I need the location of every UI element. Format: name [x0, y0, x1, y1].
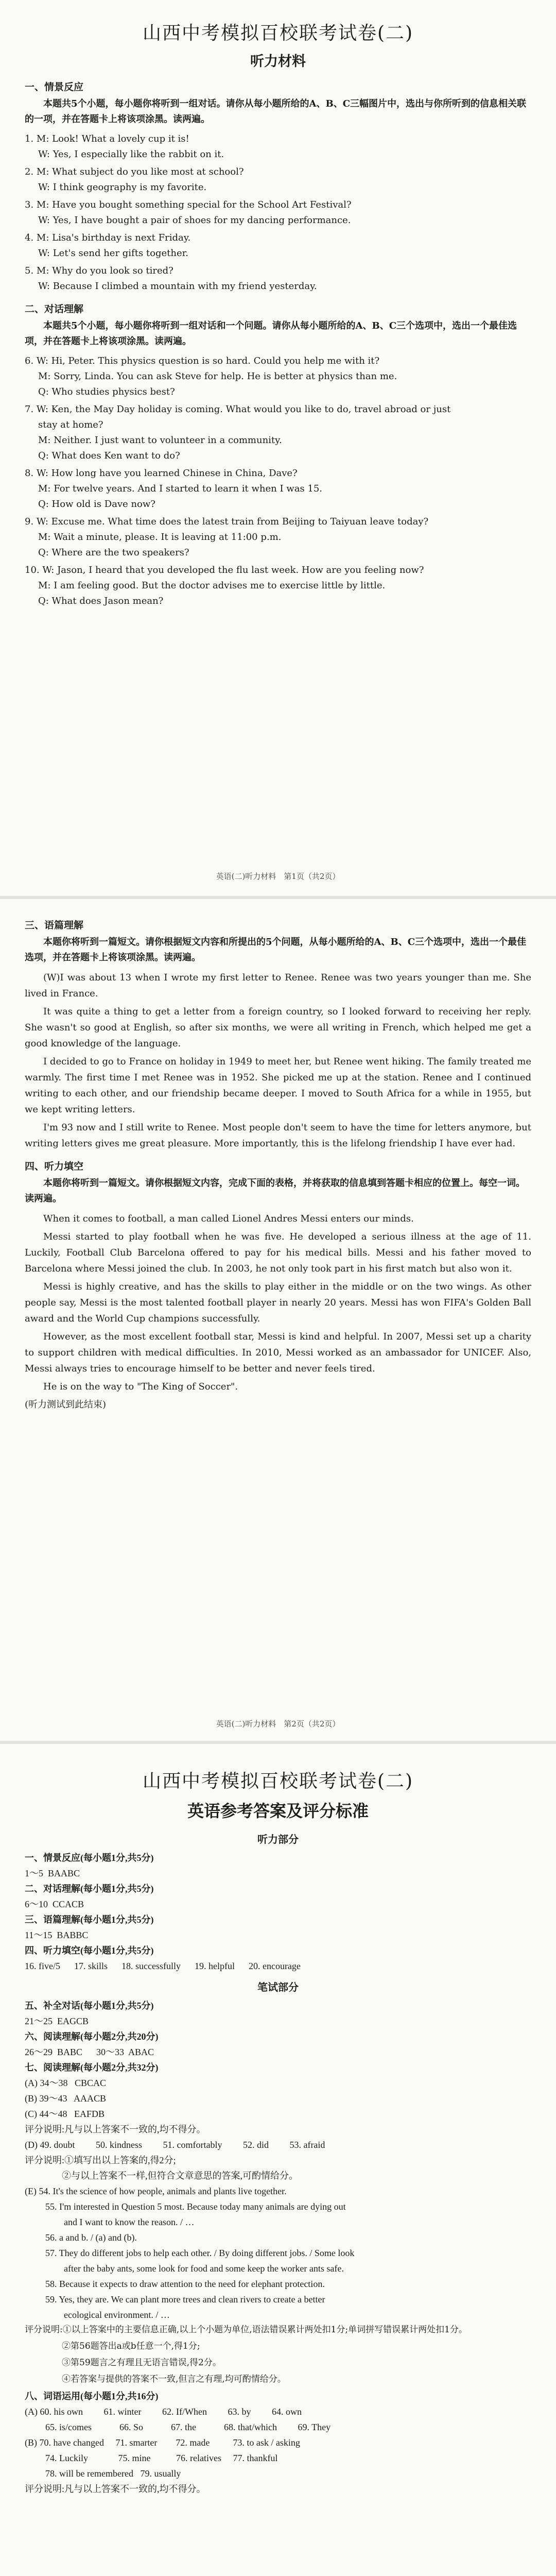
listening-part-heading: 听力部分	[257, 1833, 299, 1845]
grading-note: ③第59题言之有理且无语言错误,得2分。	[62, 2358, 221, 2368]
answer-section-heading: 七、阅读理解(每小题2分,共32分)	[25, 2062, 159, 2073]
grading-note: 评分说明:①填写出以上答案的,得2分;	[25, 2155, 176, 2165]
dialogue-line: M: Sorry, Linda. You can ask Steve for help. He is better at physics than me.	[38, 371, 397, 382]
answer-key-line: 6～10 CCACB	[25, 1899, 84, 1909]
exam-title: 山西中考模拟百校联考试卷(二)	[142, 1771, 414, 1792]
passage-paragraph: I decided to go to France on holiday in 1949 to meet her, but Renee went hiking. The family treated me warmly. The first time I met Renee was in 1952. She picked me up at the station. Renee and I continued writing to each other, and our friendship became deeper. I moved to South Africa for a while in 1955, but we kept writing letters.	[25, 1056, 531, 1115]
dialogue-line: Q: Where are the two speakers?	[38, 547, 189, 558]
answer-key-line: (B) 39～43 AAACB	[25, 2093, 107, 2104]
section-4-instructions: 本题你将听到一篇短文。请你根据短文内容，完成下面的表格，并将获取的信息填到答题卡相应的位置上。每空一词。读两遍。	[25, 1178, 525, 1204]
listening-page-2	[0, 899, 556, 1744]
dialogue-line: Q: What does Ken want to do?	[38, 450, 180, 461]
answer-key-line: (D) 49. doubt 50. kindness 51. comfortably 52. did 53. afraid	[25, 2140, 325, 2150]
dialogue-line: W: Yes, I have bought a pair of shoes for my dancing performance.	[38, 215, 351, 226]
answer-key-line: 58. Because it expects to draw attention to the need for elephant protection.	[45, 2279, 325, 2289]
dialogue-line: W: I think geography is my favorite.	[38, 182, 207, 193]
written-part-heading: 笔试部分	[257, 1981, 299, 1993]
page-footer: 英语(二)听力材料 第2页（共2页）	[216, 1719, 340, 1728]
dialogue-line: 5. M: Why do you look so tired?	[25, 265, 173, 276]
dialogue-line: 9. W: Excuse me. What time does the latest train from Beijing to Taiyuan leave today?	[25, 516, 429, 527]
answer-key-line: (B) 70. have changed 71. smarter 72. made 73. to ask / asking	[25, 2437, 300, 2448]
answer-section-heading: 三、语篇理解(每小题1分,共5分)	[25, 1914, 154, 1925]
grading-note: ②第56题答出a或b任意一个,得1分;	[62, 2341, 200, 2351]
answer-key-line: 65. is/comes 66. So 67. the 68. that/which 69. They	[45, 2422, 331, 2432]
answer-key-line: after the baby ants, some look for food and some keep the worker ants safe.	[64, 2263, 344, 2274]
section-1-heading: 一、情景反应	[25, 81, 84, 93]
passage-paragraph: When it comes to football, a man called Lionel Andres Messi enters our minds.	[43, 1213, 414, 1224]
section-2-instructions: 本题共5个小题，每小题你将听到一组对话和一个问题。请你从每小题所给的A、B、C三个选项中，选出一个最佳选项，并在答题卡上将该项涂黑。读两遍。	[25, 320, 517, 347]
dialogue-line: W: Yes, I especially like the rabbit on it.	[38, 149, 224, 160]
answer-key-line: 57. They do different jobs to help each other. / By doing different jobs. / Some look	[45, 2248, 355, 2258]
dialogue-line: 7. W: Ken, the May Day holiday is coming. What would you like to do, travel abroad or just	[25, 404, 451, 415]
section-4-heading: 四、听力填空	[25, 1161, 84, 1172]
answer-key-line: 59. Yes, they are. We can plant more trees and clean rivers to create a better	[45, 2294, 325, 2304]
grading-note: 评分说明:①以上答案中的主要信息正确,以上个小题为单位,语法错误累计两处扣1分;单词拼写错误累计两处扣1分。	[25, 2325, 467, 2335]
answer-key-line: (A) 34～38 CBCAC	[25, 2078, 107, 2088]
answer-key-line: (A) 60. his own 61. winter 62. If/When 63. by 64. own	[25, 2406, 302, 2417]
answer-section-heading: 六、阅读理解(每小题2分,共20分)	[25, 2031, 159, 2042]
end-note: (听力测试到此结束)	[25, 1399, 107, 1410]
grading-note: ④若答案与提供的答案不一致,但言之有理,均可酌情给分。	[62, 2374, 286, 2384]
listening-subtitle: 听力材料	[250, 54, 306, 70]
answer-section-heading: 四、听力填空(每小题1分,共5分)	[25, 1945, 154, 1956]
grading-note: ②与以上答案不一样,但符合文章意思的答案,可酌情给分。	[62, 2171, 298, 2181]
section-1-instructions: 本题共5个小题，每小题你将听到一组对话。请你从每小题所给的A、B、C三幅图片中，选出与你所听到的信息相关联的一项，并在答题卡上将该项涂黑。读两遍。	[25, 98, 527, 125]
dialogue-line: Q: What does Jason mean?	[38, 596, 164, 606]
dialogue-line: Q: How old is Dave now?	[38, 499, 155, 510]
dialogue-line: 1. M: Look! What a lovely cup it is!	[25, 133, 189, 144]
dialogue-line: M: For twelve years. And I started to learn it when I was 15.	[38, 483, 323, 494]
answer-key-line: and I want to know the reason. / …	[64, 2217, 195, 2227]
passage-paragraph: It was quite a thing to get a letter from a foreign country, so I looked forward to receiving her reply. She wasn't so good at English, so after six months, we were all writing in French, which helped me get a good knowledge of the language.	[25, 1006, 531, 1049]
section-3-instructions: 本题你将听到一篇短文。请你根据短文内容和所提出的5个问题，从每小题所给的A、B、C三个选项中，选出一个最佳选项，并在答题卡上将该项涂黑。读两遍。	[25, 937, 527, 963]
answer-section-heading: 二、对话理解(每小题1分,共5分)	[25, 1884, 154, 1894]
answer-key-line: 11～15 BABBC	[25, 1930, 89, 1940]
answer-key-line: (C) 44～48 EAFDB	[25, 2109, 105, 2119]
answer-key-line: 55. I'm interested in Question 5 most. Because today many animals are dying out	[45, 2201, 346, 2212]
dialogue-line: W: Let's send her gifts together.	[38, 248, 188, 259]
dialogue-line: 4. M: Lisa's birthday is next Friday.	[25, 232, 191, 243]
dialogue-line: 3. M: Have you bought something special for the School Art Festival?	[25, 199, 352, 210]
passage-paragraph: (W)I was about 13 when I wrote my first letter to Renee. Renee was two years younger than me. She lived in France.	[25, 972, 531, 999]
answer-page-1	[0, 1744, 556, 2576]
answer-key-line: ecological environment. / …	[64, 2310, 170, 2320]
section-1-dialogues	[25, 131, 531, 294]
grading-note: 评分说明:凡与以上答案不一致的,均不得分。	[25, 2484, 206, 2494]
passage-paragraph: I'm 93 now and I still write to Renee. Most people don't seem to have the time for letters anymore, but writing letters gives me great pleasure. More importantly, this is the lifelong friendship I have ever had.	[25, 1122, 531, 1149]
dialogue-line: W: Because I climbed a mountain with my friend yesterday.	[38, 281, 317, 292]
dialogue-line: 2. M: What subject do you like most at school?	[25, 166, 244, 177]
dialogue-line: 10. W: Jason, I heard that you developed the flu last week. How are you feeling now?	[25, 565, 424, 575]
listening-page-1	[0, 0, 556, 899]
answer-section-heading: 一、情景反应(每小题1分,共5分)	[25, 1853, 154, 1863]
section-2-dialogues	[25, 353, 531, 609]
dialogue-line: 6. W: Hi, Peter. This physics question is so hard. Could you help me with it?	[25, 355, 380, 366]
section-2-heading: 二、对话理解	[25, 303, 84, 315]
grading-note: 评分说明:凡与以上答案不一致的,均不得分。	[25, 2124, 206, 2134]
dialogue-line: 8. W: How long have you learned Chinese in China, Dave?	[25, 468, 298, 479]
dialogue-line: Q: Who studies physics best?	[38, 386, 175, 397]
answer-subtitle: 英语参考答案及评分标准	[187, 1801, 369, 1821]
answer-key-line: (E) 54. It's the science of how people, animals and plants live together.	[25, 2186, 287, 2196]
answer-section-heading: 五、补全对话(每小题1分,共5分)	[25, 2001, 154, 2011]
passage-paragraph: However, as the most excellent football star, Messi is kind and helpful. In 2007, Messi set up a charity to support children with medical difficulties. In 2010, Messi worked as an ambassador for UNICEF. Also, Messi always tries to encourage himself to be better and never feels tired.	[25, 1331, 531, 1374]
exam-title: 山西中考模拟百校联考试卷(二)	[142, 23, 414, 44]
answer-key-line: 16. five/5 17. skills 18. successfully 19. helpful 20. encourage	[25, 1961, 301, 1971]
answer-key-line: 1～5 BAABC	[25, 1868, 80, 1878]
answer-key-line: 26～29 BABC 30～33 ABAC	[25, 2047, 154, 2057]
passage-paragraph: Messi is highly creative, and has the skills to play either in the middle or on the two wings. As other people say, Messi is the most talented football player in nearly 20 years. Messi has won FIFA's Golden Ball award and the World Cup champions successfully.	[25, 1281, 531, 1324]
passage-paragraph: He is on the way to "The King of Soccer".	[43, 1381, 238, 1392]
dialogue-line: stay at home?	[38, 419, 103, 430]
answer-key-line: 56. a and b. / (a) and (b).	[45, 2232, 137, 2243]
dialogue-line: M: Wait a minute, please. It is leaving at 11:00 p.m.	[38, 532, 282, 543]
answer-key-line: 78. will be remembered 79. usually	[45, 2468, 181, 2479]
passage-paragraph: Messi started to play football when he was five. He developed a serious illness at the age of 11. Luckily, Football Club Barcelona offered to pay for his medical bills. Messi and his father moved to Barcelona where Messi joined the club. In 2003, he not only took part in his first match but also won it.	[25, 1231, 531, 1274]
answer-section-heading: 八、词语运用(每小题1分,共16分)	[25, 2391, 159, 2401]
dialogue-line: M: I am feeling good. But the doctor advises me to exercise little by little.	[38, 580, 386, 591]
section-3-heading: 三、语篇理解	[25, 920, 84, 931]
answer-key-line: 74. Luckily 75. mine 76. relatives 77. thankful	[45, 2453, 278, 2463]
page-footer: 英语(二)听力材料 第1页（共2页）	[216, 872, 340, 881]
dialogue-line: M: Neither. I just want to volunteer in a community.	[38, 435, 282, 446]
answer-key-line: 21～25 EAGCB	[25, 2016, 89, 2026]
